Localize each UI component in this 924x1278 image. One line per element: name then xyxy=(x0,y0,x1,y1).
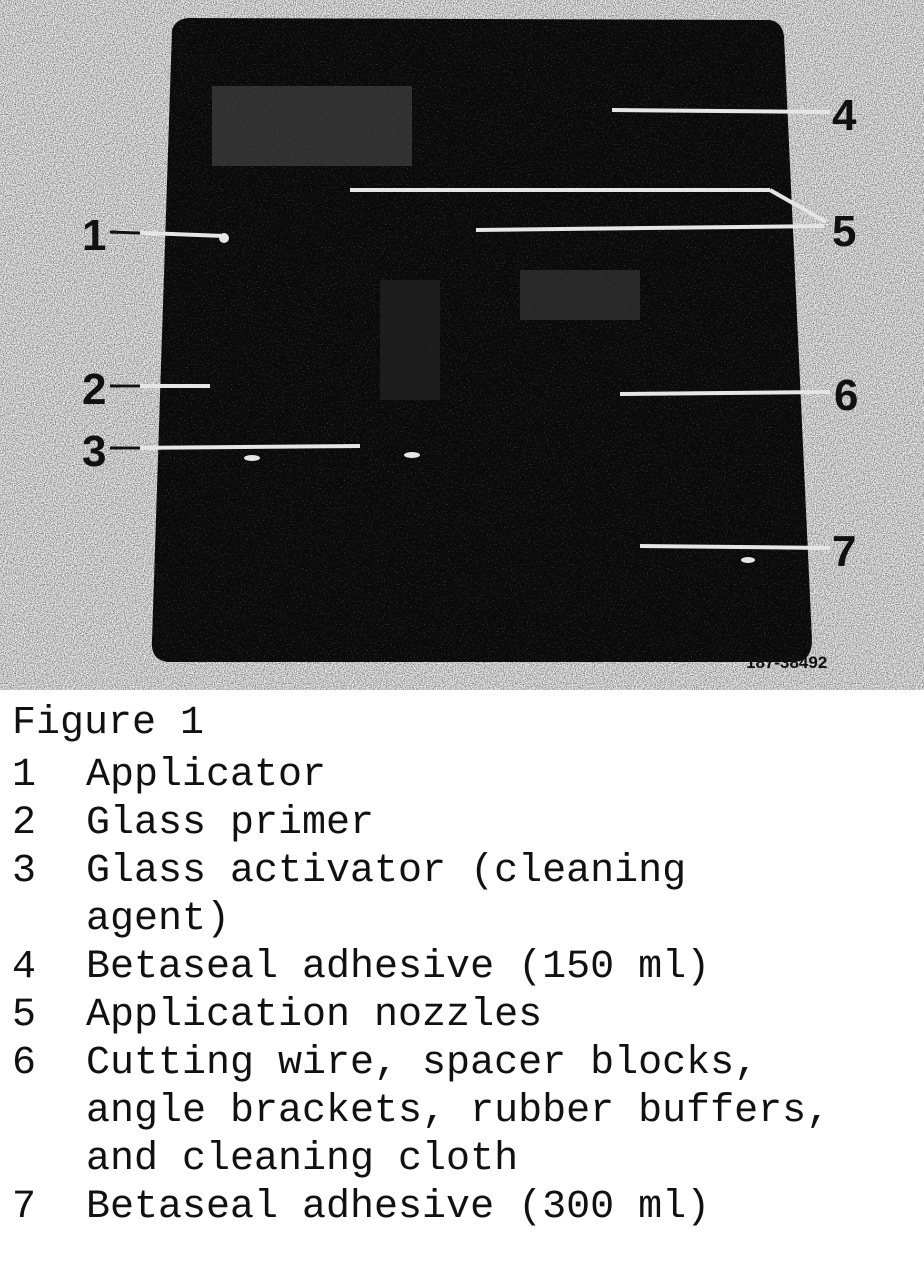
figure-title: Figure 1 xyxy=(12,701,205,746)
legend-item xyxy=(12,944,912,992)
legend-item xyxy=(12,752,912,800)
callout-3: 3 xyxy=(82,427,107,476)
callout-6: 6 xyxy=(834,371,859,420)
figure-caption xyxy=(12,700,912,1232)
legend-number: 5 xyxy=(12,993,37,1038)
callout-1: 1 xyxy=(82,211,107,260)
legend-text: Application nozzles xyxy=(86,993,543,1038)
legend-text: Applicator xyxy=(86,753,327,798)
legend-item xyxy=(12,1184,912,1232)
legend-item xyxy=(12,800,912,848)
legend-text: Glass primer xyxy=(86,801,375,846)
callout-2: 2 xyxy=(82,365,107,414)
callout-5: 5 xyxy=(832,207,857,256)
legend-text: Betaseal adhesive (300 ml) xyxy=(86,1185,711,1230)
legend-text: Cutting wire, spacer blocks, angle brackets, rubber buffers, and cleaning cloth xyxy=(86,1041,831,1182)
legend-text: Betaseal adhesive (150 ml) xyxy=(86,945,711,990)
legend-list xyxy=(12,752,912,1232)
legend-number: 6 xyxy=(12,1041,37,1086)
legend-number: 7 xyxy=(12,1185,37,1230)
legend-number: 2 xyxy=(12,801,37,846)
callout-7: 7 xyxy=(832,527,857,576)
legend-number: 3 xyxy=(12,849,37,894)
legend-item xyxy=(12,848,912,944)
photo-code: 187-38492 xyxy=(746,653,828,672)
legend-item xyxy=(12,1040,912,1184)
legend-number: 1 xyxy=(12,753,37,798)
legend-item xyxy=(12,992,912,1040)
legend-text: Glass activator (cleaning agent) xyxy=(86,849,687,942)
legend-number: 4 xyxy=(12,945,37,990)
callout-4: 4 xyxy=(832,91,857,140)
